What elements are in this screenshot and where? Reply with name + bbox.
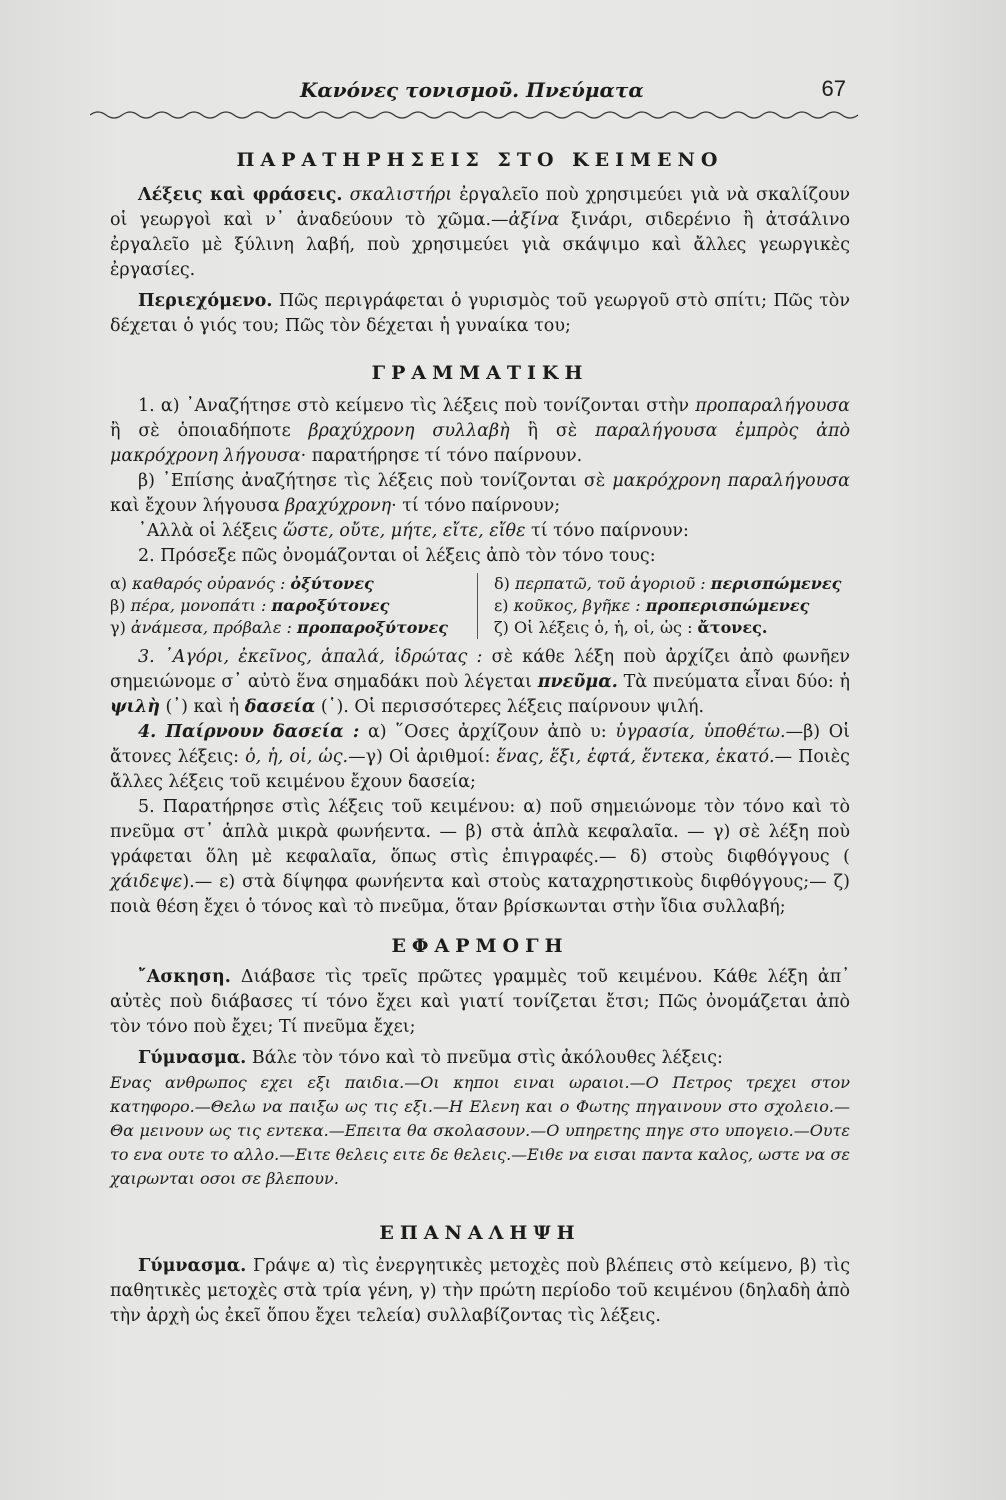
text-run: 4. Παίρνουν δασεία : <box>138 722 360 742</box>
text-run: ἢ σὲ ὁποιαδήποτε <box>110 421 309 441</box>
grammar-p4 <box>110 720 850 795</box>
text-run: β) ᾽Επίσης ἀναζήτησε τὶς λέξεις ποὺ τονίζονται σὲ <box>138 471 613 491</box>
review-gym-label: Γύμνασμα. <box>138 1256 247 1276</box>
grammar-p2: 2. Πρόσεξε πῶς ὀνομάζονται οἱ λέξεις ἀπὸ τὸν τόνο τους: <box>138 546 656 566</box>
text-run: —β) Οἱ ἄτονες λέξεις: <box>110 722 850 767</box>
words-text: ἐργαλεῖο ποὺ χρησιμεύει γιὰ νὰ σκαλίζουν οἱ γεωργοὶ καὶ ν᾽ ἀναδεύουν τὸ χῶμα.— <box>110 185 850 230</box>
list-prefix: β) <box>110 596 131 615</box>
exercise-paragraph <box>110 965 850 1040</box>
running-title: Κανόνες τονισμοῦ. Πνεύματα <box>300 78 644 102</box>
wavy-rule <box>90 108 860 122</box>
text-run: ὥστε, οὔτε, μήτε, εἴτε, εἴθε <box>283 521 526 541</box>
text-run: βραχύχρονη συλλαβὴ <box>308 421 510 441</box>
accent-names-list <box>110 573 850 639</box>
list-name: παροξύτονες <box>271 596 390 615</box>
grammar-p1c <box>110 519 850 544</box>
text-run: · παρατήρησε τί τόνο παίρνουν. <box>300 446 583 466</box>
text-run: · τί τόνο παίρνουν; <box>391 496 561 516</box>
page-content <box>110 148 850 1329</box>
list-name: ἄτονες. <box>697 618 768 637</box>
text-run: δασεία <box>244 697 316 717</box>
list-name: προπαροξύτονες <box>297 618 448 637</box>
accent-list-right <box>478 573 841 639</box>
gym-sentences: Ενας ανθρωπος εχει εξι παιδια.—Οι κηποι ειναι ωραιοι.—Ο Πετρος τρεχει στον κατηφορο.—Θελω να παιξω ως τις εξι.—Η Ελενη και ο Φωτης πηγαινουν στο σχολειο.—Θα μεινουν ως τις εντεκα.—Επειτα θα σκολασουν.—Ο υπηρετης πηγε στο υπογειο.—Ουτε το ενα ουτε το αλλο.—Ειτε θελεις ειτε δε θελεις.—Ειθε να εισαι παντα καλος, ωστε να σε χαιρωνται οσοι σε βλεπουν. <box>110 1073 850 1188</box>
text-run: βραχύχρονη <box>285 496 392 516</box>
list-words: περπατῶ, τοῦ ἀγοριοῦ : <box>514 574 711 593</box>
gym-paragraph <box>110 1046 850 1071</box>
text-run: 5. Παρατήρησε στὶς λέξεις τοῦ κειμένου: α) ποῦ σημειώνομε τὸν τόνο καὶ τὸ πνεῦμα στ᾽ ἁπλὰ μικρὰ φωνήεντα. — β) στὰ ἁπλὰ κεφαλαῖα. — γ) σὲ λέξη ποὺ γράφεται ὅλη μὲ κεφαλαῖα, ὅπως στὶς ἐπιγραφές.— δ) στοὺς διφθόγγους ( <box>110 797 850 867</box>
list-name: ὀξύτονες <box>290 574 374 593</box>
text-run: ψιλὴ <box>110 697 160 717</box>
list-words: κοῦκος, βγῆκε : <box>513 596 646 615</box>
content-text: Πῶς περιγράφεται ὁ γυρισμὸς τοῦ γεωργοῦ στὸ σπίτι; Πῶς τὸν δέχεται ὁ γιός του; Πῶς τὸν δέχεται ἡ γυναίκα του; <box>110 291 850 336</box>
review-heading: ΕΠΑΝΑΛΗΨΗ <box>379 1222 581 1244</box>
text-run: ὑγρασία, ὑποθέτω. <box>615 722 786 742</box>
content-label: Περιεχόμενο. <box>138 291 273 311</box>
exercise-text: Διάβασε τὶς τρεῖς πρῶτες γραμμὲς τοῦ κειμένου. Κάθε λέξη ἀπ᾽ αὐτὲς ποὺ διάβασες τί τόνο ἔχει καὶ γιατί τονίζεται ἔτσι; Πῶς ὀνομάζεται ἀπὸ τὸν τόνο ποὺ ἔχει; Τί πνεῦμα ἔχει; <box>110 967 850 1037</box>
list-item <box>494 573 841 595</box>
observations-heading: ΠΑΡΑΤΗΡΗΣΕΙΣ ΣΤΟ ΚΕΙΜΕΝΟ <box>236 149 724 171</box>
text-run: χάιδεψε <box>110 872 183 892</box>
text-run: 1. α) ᾽Αναζήτησε στὸ κείμενο τὶς λέξεις ποὺ τονίζονται στὴν <box>138 396 696 416</box>
exercise-label: ῎Ασκηση. <box>138 967 231 987</box>
text-run: —γ) Οἱ ἀριθμοί: <box>348 747 497 767</box>
words-paragraph <box>110 183 850 283</box>
text-run: ἕνας, ἕξι, ἑφτά, ἕντεκα, ἑκατό. <box>496 747 775 767</box>
list-item <box>494 595 841 617</box>
grammar-p1b <box>110 469 850 519</box>
text-run: (῾). Οἱ περισσότερες λέξεις παίρνουν ψιλή. <box>315 697 705 717</box>
text-run: προπαραλήγουσα <box>695 396 850 416</box>
text-run: — Ποιὲς ἄλλες λέξεις τοῦ κειμένου ἔχουν δασεία; <box>110 747 850 792</box>
text-run: 3. ᾽Αγόρι, ἐκεῖνος, ἁπαλά, ἱδρώτας : <box>138 647 483 667</box>
text-run: μακρόχρονη παραλήγουσα <box>612 471 850 491</box>
review-gym-text: Γράψε α) τὶς ἐνεργητικὲς μετοχὲς ποὺ βλέπεις στὸ κείμενο, β) τὶς παθητικὲς μετοχὲς στὰ τρία γένη, γ) τὴν πρώτη περίοδο τοῦ κειμένου (δηλαδὴ ἀπὸ τὴν ἀρχὴ ὡς ἐκεῖ ὅπου ἔχει τελεία) συλλαβίζοντας τὶς λέξεις. <box>110 1256 850 1326</box>
list-prefix: γ) <box>110 618 131 637</box>
list-words: καθαρός οὐρανός : <box>132 574 291 593</box>
gym-text: Βάλε τὸν τόνο καὶ τὸ πνεῦμα στὶς ἀκόλουθες λέξεις: <box>246 1048 723 1068</box>
text-run: παραλήγουσα ἐμπρὸς ἀπὸ μακρόχρονη λήγουσα <box>110 421 850 466</box>
review-paragraph <box>110 1254 850 1329</box>
list-item <box>110 595 465 617</box>
words-label: Λέξεις καὶ φράσεις. <box>138 185 343 205</box>
list-item <box>110 573 465 595</box>
list-words: Οἱ λέξεις ὁ, ἡ, οἱ, ὡς : <box>514 618 698 637</box>
list-prefix: ε) <box>494 596 514 615</box>
text-run: τί τόνο παίρνουν: <box>525 521 689 541</box>
list-prefix: δ) <box>494 574 515 593</box>
text-run: ἢ σὲ <box>509 421 596 441</box>
text-run: καὶ ἔχουν λήγουσα <box>110 496 286 516</box>
running-header <box>110 78 850 108</box>
text-run: ᾽Αλλὰ οἱ λέξεις <box>138 521 283 541</box>
grammar-p3 <box>110 645 850 720</box>
text-run: Τὰ πνεύματα εἶναι δύο: ἡ <box>617 672 850 692</box>
page-number: 67 <box>821 76 846 101</box>
text-run: (᾽) καὶ ἡ <box>159 697 245 717</box>
accent-list-left <box>110 573 478 639</box>
list-words: ἀνάμεσα, πρόβαλε : <box>130 618 298 637</box>
words-text: ἀξίνα <box>508 210 560 230</box>
list-name: περισπώμενες <box>710 574 842 593</box>
text-run: ὁ, ἡ, οἱ, ὡς. <box>245 747 349 767</box>
grammar-heading: ΓΡΑΜΜΑΤΙΚΗ <box>371 362 589 384</box>
list-words: πέρα, μονοπάτι : <box>130 596 272 615</box>
text-run: α) ῞Οσες ἀρχίζουν ἀπὸ υ: <box>359 722 616 742</box>
grammar-p5 <box>110 795 850 920</box>
words-text: σκαλιστήρι <box>349 185 453 205</box>
grammar-p1a <box>110 394 850 469</box>
list-prefix: α) <box>110 574 133 593</box>
list-item <box>494 617 841 639</box>
list-prefix: ζ) <box>494 618 514 637</box>
text-run: πνεῦμα. <box>537 672 618 692</box>
words-text: ξινάρι, σιδερένιο ἢ ἀτσάλινο ἐργαλεῖο μὲ ξύλινη λαβή, ποὺ χρησιμεύει γιὰ σκάψιμο καὶ ἄλλες γεωργικὲς ἐργασίες. <box>110 210 850 280</box>
text-run: σὲ κάθε λέξη ποὺ ἀρχίζει ἀπὸ φωνῆεν σημειώνομε σ᾽ αὐτὸ ἕνα σημαδάκι ποὺ λέγεται <box>110 647 850 692</box>
gym-label: Γύμνασμα. <box>138 1048 247 1068</box>
list-item <box>110 617 465 639</box>
application-heading: ΕΦΑΡΜΟΓΗ <box>391 935 569 957</box>
content-paragraph <box>110 289 850 339</box>
list-name: προπερισπώμενες <box>645 596 810 615</box>
text-run: ).— ε) στὰ δίψηφα φωνήεντα καὶ στοὺς καταχρηστικοὺς διφθόγγους;— ζ) ποιὰ θέση ἔχει ὁ τόνος καὶ τὸ πνεῦμα, ὅταν βρίσκωνται στὴν ἴδια συλλαβή; <box>110 872 850 917</box>
